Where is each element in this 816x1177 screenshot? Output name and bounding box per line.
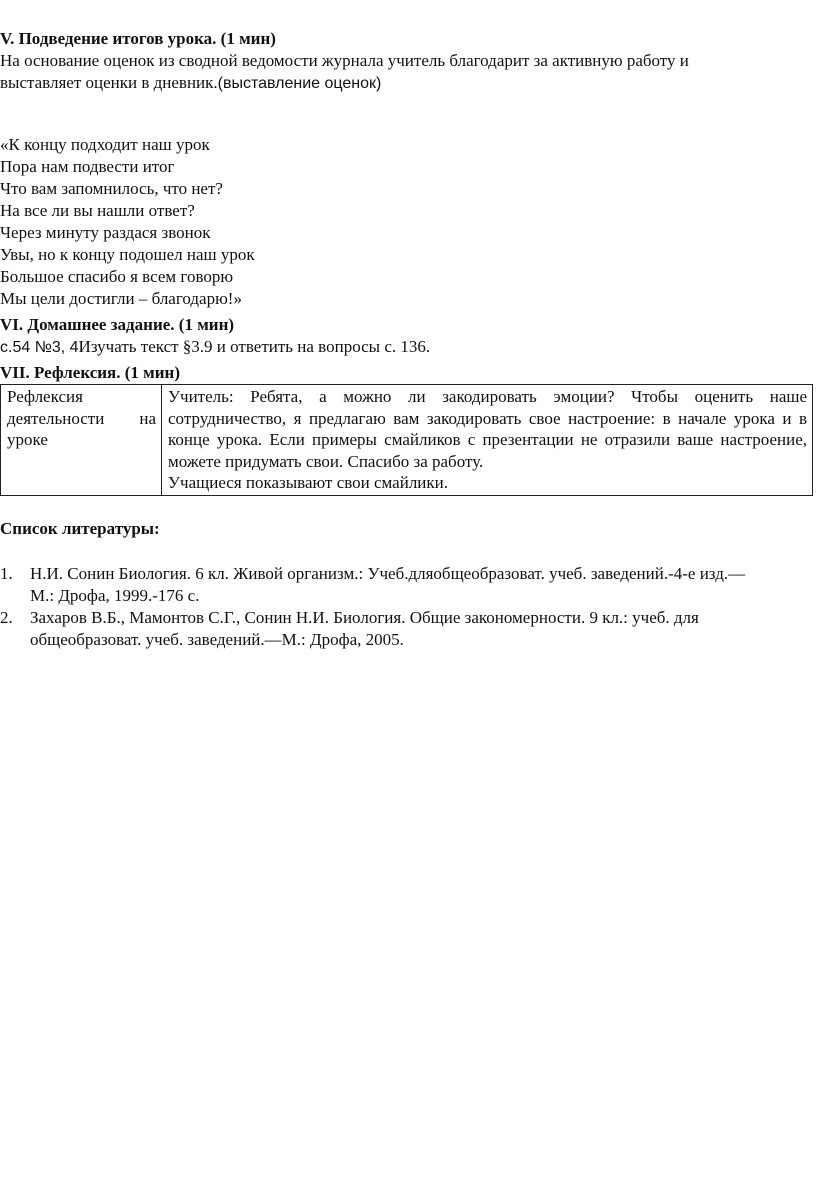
poem-line: «К концу подходит наш урок [0,135,210,154]
reflection-left-line: уроке [7,430,48,449]
reflection-left-line: деятельности на [7,408,156,428]
reflection-right-cell [162,385,813,496]
literature-item-line: Н.И. Сонин Биология. 6 кл. Живой организм.: Учеб.дляобщеобразоват. учеб. заведений.-4-е изд.— [30,564,746,583]
section-5-text-main: выставляет оценки в дневник. [0,73,218,92]
poem-line: Пора нам подвести итог [0,157,175,176]
reflection-left-line: Рефлексия [7,387,83,406]
reflection-students-text: Учащиеся показывают свои смайлики. [168,473,449,492]
literature-item-text [30,563,800,607]
literature-item-line: М.: Дрофа, 1999.-176 с. [30,586,200,605]
reflection-table [0,384,813,496]
section-5-note: (выставление оценок) [217,75,382,92]
reflection-teacher-text: Учитель: Ребята, а можно ли закодировать эмоции? Чтобы оценить наше сотрудничество, я предлагаю вам закодировать свое настроение: в начале урока и в конце урока. Если примеры смайликов с презентации не отразили ваше настроение, можете придумать свои. Спасибо за работу. [168,387,807,471]
section-6-heading: VI. Домашнее задание. (1 мин) [0,315,235,334]
literature-heading: Список литературы: [0,519,160,538]
reflection-left-cell [1,385,162,496]
literature-item-number: 2. [0,608,13,627]
section-5-text-line-1: На основание оценок из сводной ведомости журнала учитель благодарит за активную работу и [0,51,689,70]
literature-item-number: 1. [0,564,13,583]
poem-line: Что вам запомнилось, что нет? [0,179,223,198]
literature-item-line: Захаров В.Б., Мамонтов С.Г., Сонин Н.И. Биология. Общие закономерности. 9 кл.: учеб. для [30,608,699,627]
homework-task-ref: с.54 №3, 4 [0,339,79,356]
poem-line: На все ли вы нашли ответ? [0,201,195,220]
section-5-text-line-2 [0,72,381,95]
poem-line: Большое спасибо я всем говорю [0,267,234,286]
poem-line: Увы, но к концу подошел наш урок [0,245,255,264]
poem-line: Через минуту раздася звонок [0,223,211,242]
literature-item-text [30,607,800,651]
poem-line: Мы цели достигли – благодарю!» [0,289,242,308]
section-7-heading: VII. Рефлексия. (1 мин) [0,363,180,382]
literature-item-line: общеобразоват. учеб. заведений.—М.: Дрофа, 2005. [30,630,404,649]
section-5-heading: V. Подведение итогов урока. (1 мин) [0,29,276,48]
homework-task-text: Изучать текст §3.9 и ответить на вопросы с. 136. [78,337,431,356]
reflection-row [1,385,813,496]
homework-line [0,336,430,359]
